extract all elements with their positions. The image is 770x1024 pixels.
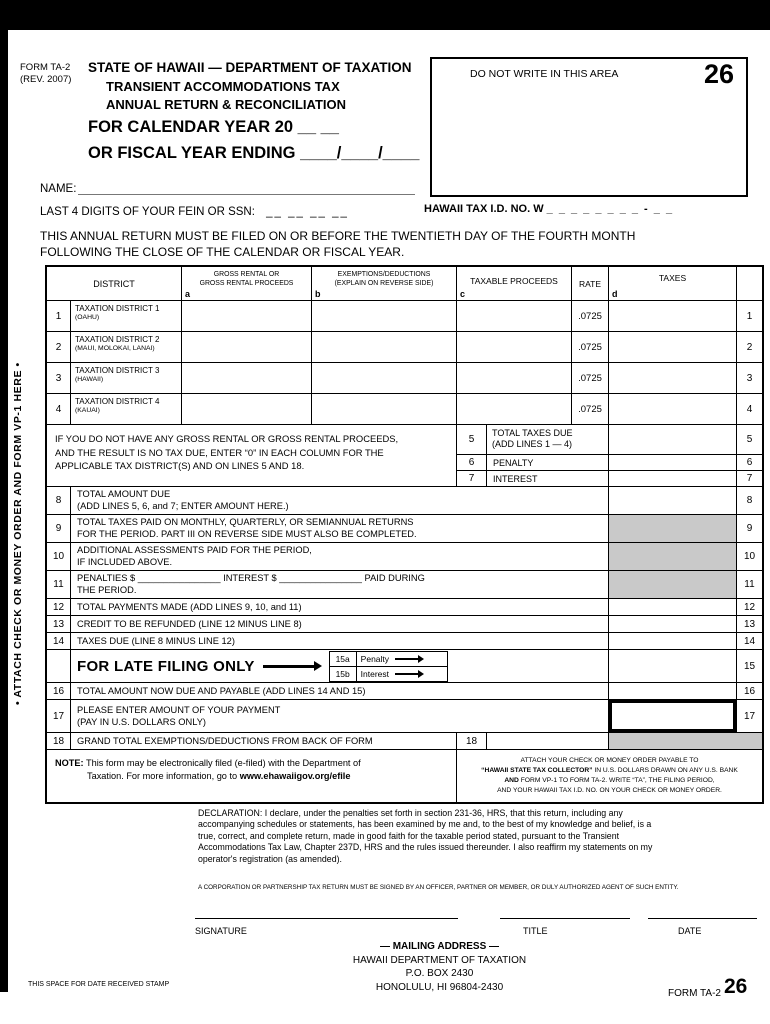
col-d-letter: d [612, 289, 618, 299]
form-id-block [20, 62, 71, 86]
col-a-letter: a [185, 289, 191, 299]
line-12-row [47, 599, 762, 616]
district-row-2 [47, 332, 762, 363]
line15b-label: Interest [357, 667, 447, 681]
hawaii-tax-id-row [424, 203, 674, 215]
row-number: 7 [737, 471, 762, 487]
line-13-row [47, 616, 762, 633]
late-filing-heading: FOR LATE FILING ONLY [77, 657, 255, 675]
date-line[interactable] [648, 918, 757, 919]
line7-label: INTEREST [487, 471, 609, 487]
date-label: DATE [678, 926, 702, 936]
col-a-title1: GROSS RENTAL OR [213, 271, 280, 278]
attach-line2: “HAWAII STATE TAX COLLECTOR” IN U.S. DOLLARS DRAWN ON ANY U.S. BANK [481, 767, 738, 775]
col-b-title1: EXEMPTIONS/DEDUCTIONS [337, 271, 431, 278]
row-number: 18 [47, 733, 71, 750]
district4-col-b-cell[interactable] [312, 394, 457, 425]
district3-col-a-cell[interactable] [182, 363, 312, 394]
mailing-address-block [317, 940, 562, 994]
attach-line1: ATTACH YOUR CHECK OR MONEY ORDER PAYABLE TO [520, 757, 699, 765]
line9-label: TOTAL TAXES PAID ON MONTHLY, QUARTERLY, OR SEMIANNUAL RETURNS FOR THE PERIOD. PART III ON REVERSE SIDE MUST ALSO BE COMPLETED. [71, 515, 609, 543]
line-6-row [457, 455, 762, 471]
mailing-line3: HONOLULU, HI 96804-2430 [375, 981, 504, 993]
row-number: 16 [737, 683, 762, 700]
line18-amount-cell[interactable] [487, 733, 609, 750]
row-number: 12 [47, 599, 71, 616]
line16-label: TOTAL AMOUNT NOW DUE AND PAYABLE (ADD LINES 14 AND 15) [71, 683, 609, 700]
row-number: 10 [47, 543, 71, 571]
district-row-1 [47, 301, 762, 332]
district4-rate: .0725 [572, 394, 609, 425]
fiscal-year-blanks[interactable]: ____/____/____ [300, 144, 420, 162]
row-number: 13 [47, 616, 71, 633]
attach-check-side-note: • ATTACH CHECK OR MONEY ORDER AND FORM VP-1 HERE • [12, 362, 24, 706]
interest-arrow-icon [395, 673, 419, 675]
line12-amount-cell[interactable] [609, 599, 737, 616]
mailing-heading: — MAILING ADDRESS — [379, 941, 500, 952]
line5-amount-cell[interactable] [609, 425, 737, 455]
row-number: 11 [47, 571, 71, 599]
note-text1: This form may be electronically filed (e-filed) with the Department of [85, 758, 361, 768]
calendar-year-label: FOR CALENDAR YEAR 20 [88, 118, 294, 136]
do-not-write-label: DO NOT WRITE IN THIS AREA [470, 68, 619, 80]
signature-label: SIGNATURE [195, 926, 247, 936]
top-scan-bar [0, 0, 770, 30]
district1-col-a-cell[interactable] [182, 301, 312, 332]
late-filing-cell [71, 650, 609, 683]
fein-label: LAST 4 DIGITS OF YOUR FEIN OR SSN: [40, 206, 255, 218]
district3-rate: .0725 [572, 363, 609, 394]
efile-url-link[interactable]: www.ehawaiigov.org/efile [239, 770, 351, 781]
note-row [47, 750, 762, 802]
header-district: DISTRICT [47, 267, 182, 301]
district2-taxes-cell[interactable] [609, 332, 737, 363]
line17-payment-amount-cell[interactable] [609, 700, 737, 733]
row-number: 14 [737, 633, 762, 650]
district4-col-c-cell[interactable] [457, 394, 572, 425]
header-col-a [182, 267, 312, 301]
form-number: FORM TA-2 [20, 62, 71, 73]
district1-col-b-cell[interactable] [312, 301, 457, 332]
department-title: STATE OF HAWAII — DEPARTMENT OF TAXATION [88, 60, 412, 75]
district2-col-c-cell[interactable] [457, 332, 572, 363]
fiscal-year-line [88, 144, 419, 163]
line-5-row [457, 425, 762, 455]
mailing-line2: P.O. BOX 2430 [405, 968, 474, 979]
col-b-title2: (EXPLAIN ON REVERSE SIDE) [334, 279, 434, 287]
row-number: 14 [47, 633, 71, 650]
page-corner-number: 26 [703, 59, 734, 89]
calendar-year-line [88, 118, 339, 137]
left-scan-bar [0, 0, 8, 992]
col-c-title: TAXABLE PROCEEDS [470, 276, 558, 286]
row-number: 8 [737, 487, 762, 515]
tax-id-prefix: W [533, 203, 544, 215]
date-received-stamp-note: THIS SPACE FOR DATE RECEIVED STAMP [28, 981, 170, 988]
line17-label: PLEASE ENTER AMOUNT OF YOUR PAYMENT (PAY IN U.S. DOLLARS ONLY) [71, 700, 609, 733]
row-number: 16 [47, 683, 71, 700]
header-col-c [457, 267, 572, 301]
line14-amount-cell[interactable] [609, 633, 737, 650]
district1-taxes-cell[interactable] [609, 301, 737, 332]
line-10-row [47, 543, 762, 571]
row-number: 15 [737, 650, 762, 683]
header-taxes [609, 267, 737, 301]
line18-label: GRAND TOTAL EXEMPTIONS/DEDUCTIONS FROM BACK OF FORM [71, 733, 457, 750]
name-input-line[interactable] [78, 181, 415, 195]
line-8-row [47, 487, 762, 515]
district3-name: TAXATION DISTRICT 3 (HAWAII) [71, 363, 182, 394]
row-number: 3 [737, 363, 762, 394]
do-not-write-box [430, 57, 748, 197]
line13-label: CREDIT TO BE REFUNDED (LINE 12 MINUS LINE 8) [71, 616, 609, 633]
line-18-row [47, 733, 762, 750]
footer-form-reference: FORM TA-2 [668, 988, 721, 999]
row-number: 9 [737, 515, 762, 543]
row-number: 1 [737, 301, 762, 332]
district1-name: TAXATION DISTRICT 1 (OAHU) [71, 301, 182, 332]
calendar-year-blanks[interactable]: __ __ [297, 118, 339, 136]
district1-rate: .0725 [572, 301, 609, 332]
line6-label: PENALTY [487, 455, 609, 471]
row-number: 1 [47, 301, 71, 332]
efile-note [47, 750, 457, 802]
line-14-row [47, 633, 762, 650]
row-number: 18 [457, 733, 487, 750]
mailing-line1: HAWAII DEPARTMENT OF TAXATION [352, 954, 527, 966]
row-number: 3 [47, 363, 71, 394]
line-7-row [457, 471, 762, 487]
title-label: TITLE [523, 926, 548, 936]
no-tax-due-note: IF YOU DO NOT HAVE ANY GROSS RENTAL OR GROSS RENTAL PROCEEDS, AND THE RESULT IS NO TAX DUE, ENTER “0” IN EACH COLUMN FOR THE APPLICABLE TAX DISTRICT(S) AND ON LINES 5 AND 18. [47, 425, 457, 487]
line9-amount-cell[interactable] [609, 515, 737, 543]
signature-line[interactable] [195, 918, 458, 919]
district2-name: TAXATION DISTRICT 2 (MAUI, MOLOKAI, LANAI) [71, 332, 182, 363]
line10-amount-cell[interactable] [609, 543, 737, 571]
header-col-b [312, 267, 457, 301]
tax-id-blanks[interactable]: _ _ _ _ _ _ _ _ - _ _ [546, 203, 674, 215]
line5-label: TOTAL TAXES DUE (ADD LINES 1 — 4) [487, 425, 609, 455]
fein-row [40, 206, 349, 218]
corporation-signing-note: A CORPORATION OR PARTNERSHIP TAX RETURN MUST BE SIGNED BY AN OFFICER, PARTNER OR MEMBER, OR DULY AUTHORIZED AGENT OF SUCH ENTITY. [198, 884, 679, 891]
lines-5-7-block [47, 425, 762, 487]
district3-col-b-cell[interactable] [312, 363, 457, 394]
row-number: 4 [47, 394, 71, 425]
line-9-row [47, 515, 762, 543]
line8-label: TOTAL AMOUNT DUE (ADD LINES 5, 6, and 7; ENTER AMOUNT HERE.) [71, 487, 609, 515]
row-number: 6 [457, 455, 487, 471]
district1-col-c-cell[interactable] [457, 301, 572, 332]
header-rownum-col [737, 267, 762, 301]
district4-name: TAXATION DISTRICT 4 (KAUAI) [71, 394, 182, 425]
tax-table [45, 265, 764, 804]
row-number: 6 [737, 455, 762, 471]
line8-amount-cell[interactable] [609, 487, 737, 515]
line-15a-row [330, 652, 447, 667]
row-number: 2 [47, 332, 71, 363]
district3-col-c-cell[interactable] [457, 363, 572, 394]
row-number: 4 [737, 394, 762, 425]
line7-amount-cell[interactable] [609, 471, 737, 487]
tax-id-label: HAWAII TAX I.D. NO. [424, 203, 531, 215]
row-number: 7 [457, 471, 487, 487]
form-title-line1: TRANSIENT ACCOMMODATIONS TAX [106, 79, 340, 94]
attach-line4: AND YOUR HAWAII TAX I.D. NO. ON YOUR CHECK OR MONEY ORDER. [497, 786, 722, 794]
fein-blanks[interactable]: __ __ __ __ [266, 206, 349, 218]
row-number: 9 [47, 515, 71, 543]
notice-line1: THIS ANNUAL RETURN MUST BE FILED ON OR BEFORE THE TWENTIETH DAY OF THE FOURTH MONTH [40, 229, 636, 243]
row-number: 17 [737, 700, 762, 733]
row-number: 2 [737, 332, 762, 363]
col-b-letter: b [315, 289, 321, 299]
declaration-text: DECLARATION: I declare, under the penalties set forth in section 231-36, HRS, that this return, including any accompanying schedules or statements, has been examined by me and, to the best of my knowledge and belief, is a true, correct, and complete return, made in good faith for the taxable period stated, pursuant to the Transient Accommodations Tax Law, Chapter 237D, HRS and the rules issued thereunder. I also reaffirm my statements on my operator's registration (as amended). [198, 808, 653, 864]
note-text2: Taxation. For more information, go to [87, 770, 240, 781]
filing-deadline-notice [40, 229, 635, 260]
line18-shaded-area [609, 733, 762, 750]
col-d-title: TAXES [658, 273, 687, 283]
table-header-row [47, 267, 762, 301]
penalty-arrow-icon [395, 658, 419, 660]
line13-amount-cell[interactable] [609, 616, 737, 633]
row-number: 8 [47, 487, 71, 515]
district2-rate: .0725 [572, 332, 609, 363]
row-number: 12 [737, 599, 762, 616]
name-row [40, 181, 415, 195]
note-label: NOTE: [55, 758, 84, 768]
line-15-row [47, 650, 762, 683]
district-row-4 [47, 394, 762, 425]
line-11-row [47, 571, 762, 599]
footer-page-number: 26 [724, 975, 748, 998]
row-number: 11 [737, 571, 762, 599]
district2-col-b-cell[interactable] [312, 332, 457, 363]
district-row-3 [47, 363, 762, 394]
row-number: 10 [737, 543, 762, 571]
title-line[interactable] [500, 918, 630, 919]
district3-taxes-cell[interactable] [609, 363, 737, 394]
line-17-row [47, 700, 762, 733]
line11-label: PENALTIES $ ________________ INTEREST $ ________________ PAID DURING THE PERIOD. [71, 571, 609, 599]
line-16-row [47, 683, 762, 700]
form-title-line2: ANNUAL RETURN & RECONCILIATION [106, 97, 347, 112]
fiscal-year-label: OR FISCAL YEAR ENDING [88, 144, 296, 162]
row-number: 15a [330, 652, 357, 666]
row-number: 5 [737, 425, 762, 455]
line14-label: TAXES DUE (LINE 8 MINUS LINE 12) [71, 633, 609, 650]
line15a-label: Penalty [357, 652, 447, 666]
late-filing-mini-table [329, 651, 448, 682]
notice-line2: FOLLOWING THE CLOSE OF THE CALENDAR OR FISCAL YEAR. [40, 244, 405, 259]
form-revision: (REV. 2007) [20, 74, 72, 85]
line16-amount-cell[interactable] [609, 683, 737, 700]
name-label: NAME: [40, 183, 77, 195]
row-number: 15b [330, 667, 357, 681]
row-number [47, 650, 71, 683]
district2-col-a-cell[interactable] [182, 332, 312, 363]
line10-label: ADDITIONAL ASSESSMENTS PAID FOR THE PERIOD, IF INCLUDED ABOVE. [71, 543, 609, 571]
line-15b-row [330, 667, 447, 681]
row-number: 5 [457, 425, 487, 455]
late-filing-arrow-icon [263, 665, 315, 668]
line6-amount-cell[interactable] [609, 455, 737, 471]
col-c-letter: c [460, 289, 466, 299]
line12-label: TOTAL PAYMENTS MADE (ADD LINES 9, 10, and 11) [71, 599, 609, 616]
attach-line3: AND FORM VP-1 TO FORM TA-2. WRITE “TA”, THE FILING PERIOD, [504, 777, 715, 784]
line11-amount-cell[interactable] [609, 571, 737, 599]
district4-col-a-cell[interactable] [182, 394, 312, 425]
header-rate: RATE [572, 267, 609, 301]
col-a-title2: GROSS RENTAL PROCEEDS [199, 279, 294, 287]
attach-check-instructions [457, 750, 762, 802]
row-number: 17 [47, 700, 71, 733]
line15-amount-cell[interactable] [609, 650, 737, 683]
district4-taxes-cell[interactable] [609, 394, 737, 425]
row-number: 13 [737, 616, 762, 633]
